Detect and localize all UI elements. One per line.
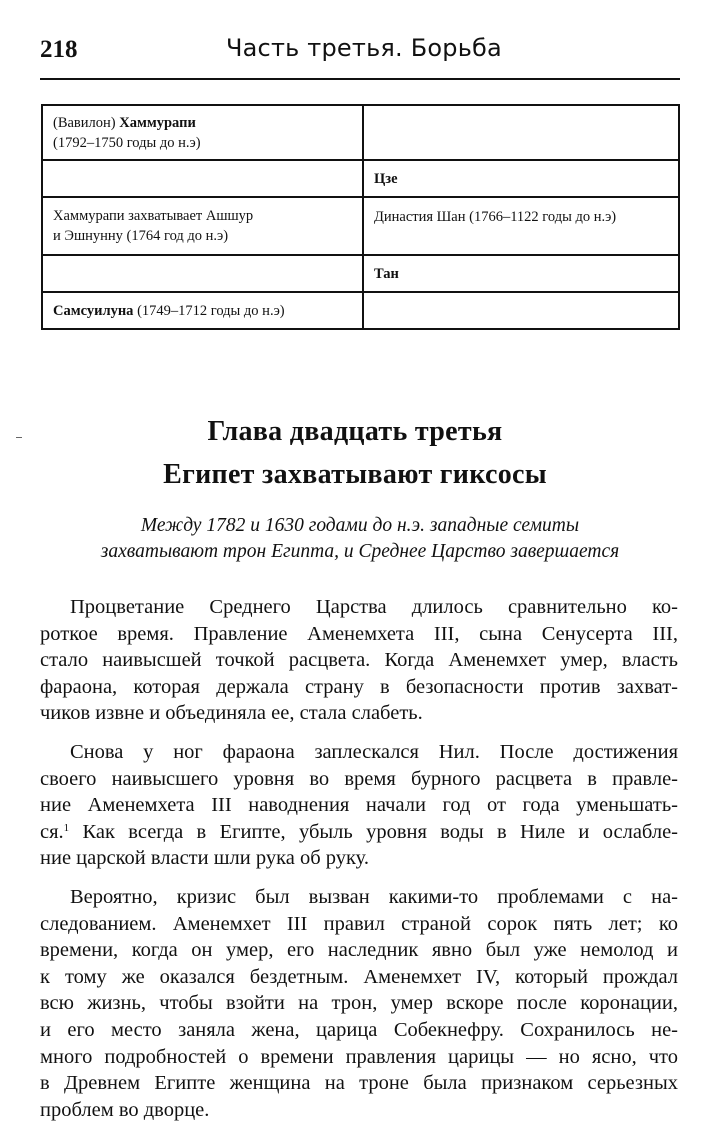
text-line: Процветание Среднего Царства длилось сравнительно ко- — [70, 596, 678, 618]
epigraph-line: захватывают трон Египта, и Среднее Царство завершается — [100, 541, 620, 562]
text-line: всю жизнь, чтобы взойти на трон, умер вскоре после коронации, — [40, 992, 678, 1015]
header-rule — [40, 78, 680, 80]
table-cell — [42, 105, 363, 160]
text-line: и его место заняла жена, царица Собекнефру. Сохранилось не- — [40, 1018, 678, 1041]
table-cell — [42, 255, 363, 292]
paragraph — [40, 739, 678, 872]
text-line: Вероятно, кризис был вызван какими-то проблемами с на- — [70, 885, 678, 908]
table-cell — [42, 160, 363, 197]
table-row — [42, 197, 679, 255]
cell-text: Хаммурапи захватывает Ашшур — [53, 208, 254, 224]
table-row — [42, 105, 679, 160]
paragraph — [40, 594, 678, 727]
text-fragment: Как всегда в Египте, убыль уровня воды в Ниле и ослабле- — [82, 820, 678, 843]
table-cell — [363, 292, 679, 329]
text-line: стало наивысшей точкой расцвета. Когда Аменемхет умер, власть — [40, 649, 678, 672]
chapter-number-title: Глава двадцать третья — [207, 416, 503, 447]
page-header — [40, 36, 678, 76]
table-row — [42, 160, 679, 197]
table-row — [42, 255, 679, 292]
text-line: роткое время. Правление Аменемхета III, сына Сенусерта III, — [40, 622, 678, 645]
text-line: своего наивысшего уровня во время бурного расцвета в правле- — [40, 767, 678, 790]
paragraph — [40, 884, 678, 1123]
cell-text: (Вавилон) — [53, 114, 120, 131]
cell-text: (1749–1712 годы до н.э) — [133, 302, 285, 319]
running-title: Часть третья. Борьба — [226, 34, 502, 62]
table-row — [42, 292, 679, 329]
text-line: к тому же оказался бездетным. Аменемхет IV, который прождал — [40, 965, 678, 988]
text-line: времени, когда он умер, его наследник явно был уже немолод и — [40, 939, 678, 962]
body-text — [40, 594, 678, 1135]
footnote-mark[interactable]: 1 — [63, 821, 70, 834]
epigraph-line: Между 1782 и 1630 годами до н.э. западные семиты — [140, 515, 580, 536]
text-line: следованием. Аменемхет III правил страной сорок пять лет; ко — [40, 912, 678, 935]
text-line: много подробностей о времени правления царицы — но ясно, что — [40, 1045, 678, 1068]
text-line: ние царской власти шли рука об руку. — [40, 847, 369, 870]
text-line: ние Аменемхета III наводнения начали год от года уменьшать- — [40, 794, 678, 817]
table-cell — [42, 292, 363, 329]
table-cell — [363, 255, 679, 292]
table-cell — [363, 197, 679, 255]
ruler-name: Цзе — [374, 170, 398, 187]
text-line: проблем во дворце. — [40, 1098, 210, 1121]
ruler-name: Тан — [374, 265, 399, 282]
chronology-table — [41, 104, 680, 330]
ruler-name: Хаммурапи — [119, 114, 196, 131]
cell-text: и Эшнунну (1764 год до н.э) — [53, 228, 229, 244]
text-fragment: ся. — [40, 820, 64, 843]
table-cell — [42, 197, 363, 255]
table-cell — [363, 160, 679, 197]
chapter-epigraph — [40, 513, 680, 565]
cell-text: Династия Шан (1766–1122 годы до н.э) — [374, 209, 617, 225]
text-line: фараона, которая держала страну в безопасности против захват- — [40, 675, 678, 698]
text-line: Снова у ног фараона заплескался Нил. После достижения — [70, 740, 678, 763]
table-cell — [363, 105, 679, 160]
text-line: в Древнем Египте женщина на троне была признаком серьезных — [40, 1072, 678, 1095]
text-line — [40, 819, 678, 846]
page-number: 218 — [40, 36, 78, 63]
ruler-name: Самсуилуна — [53, 302, 134, 319]
cell-text: (1792–1750 годы до н.э) — [53, 134, 201, 151]
chapter-title: Египет захватывают гиксосы — [163, 459, 547, 490]
text-line: чиков извне и объединяла ее, стала слабеть. — [40, 702, 423, 725]
